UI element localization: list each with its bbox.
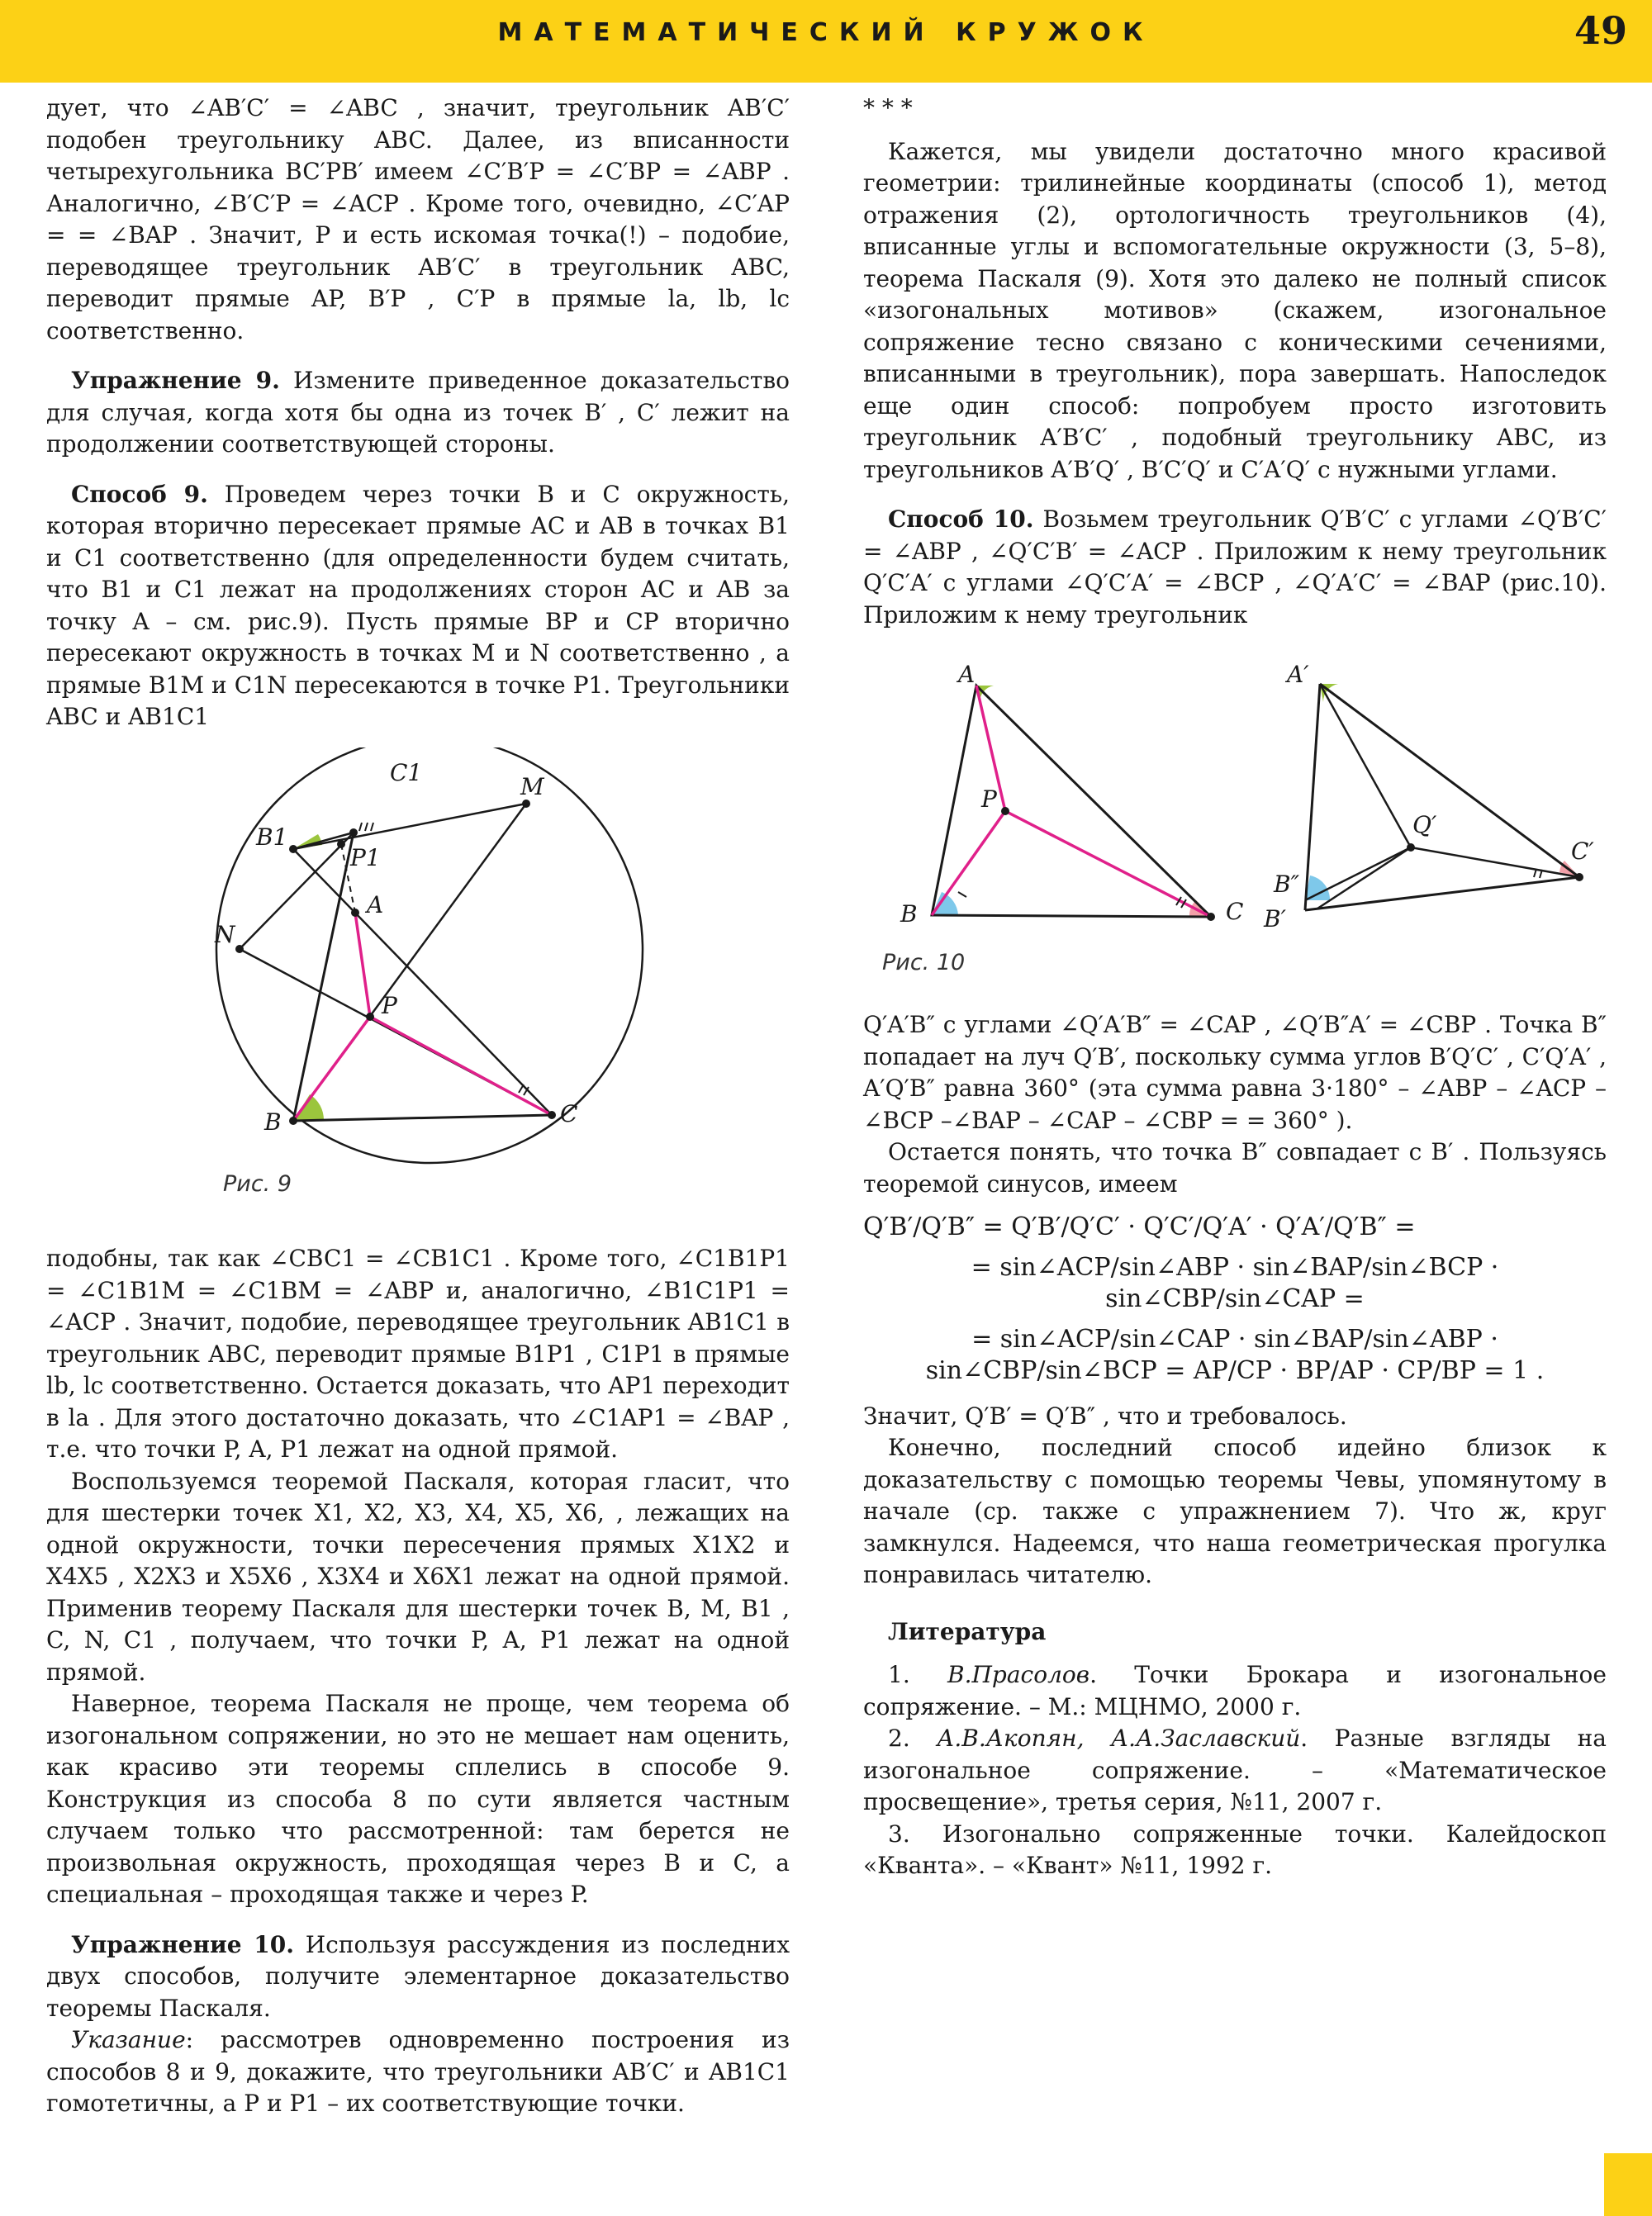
- method-10-title: Способ 10.: [888, 505, 1034, 533]
- left-paragraph-1: дует, что ∠AB′C′ = ∠ABC , значит, треугольник AB′C′ подобен треугольнику ABC. Далее, из вписанности четырехугольника BC′PB′ имеем ∠C′B′P = ∠C′BP = ∠ABP . Аналогично, ∠B′C′P = ∠ACP . Кроме того, очевидно, ∠C′AP = = ∠BAP . Значит, P и есть искомая точка(!) – подобие, переводящее треугольник AB′C′ в треугольник ABC, переводит прямые AP, B′P , C′P в прямые la, lb, lc соответственно.: [46, 94, 790, 344]
- segment-q-b2: [1305, 847, 1411, 900]
- angle-b2-blue: [1305, 875, 1330, 900]
- label-n: N: [215, 921, 235, 948]
- ref-1-author: В.Прасолов: [947, 1661, 1090, 1688]
- reference-2: [863, 1723, 1607, 1819]
- label-c2: C′: [1571, 838, 1594, 865]
- left-column: [46, 93, 790, 733]
- side-a2-c2: [1320, 684, 1579, 877]
- literature-title: Литература: [888, 1617, 1047, 1645]
- figure-9: [198, 747, 644, 1193]
- exercise-9-title: Упражнение 9.: [71, 367, 280, 394]
- ref-3-num: 3.: [888, 1820, 942, 1848]
- ref-1-num: 1.: [888, 1661, 948, 1688]
- method-9: [46, 479, 790, 733]
- triangle-abc: [932, 686, 1211, 917]
- segment-a2-q: [1320, 684, 1411, 847]
- right-paragraph-2: Q′A′B″ с углами ∠Q′A′B″ = ∠CAP , ∠Q′B″A′ = ∠CBP . Точка B″ попадает на луч Q′B′, поскольку сумма углов B′Q′C′ , C′Q′A′ , A′Q′B″ равна 360° (эта сумма равна 3·180° – ∠ABP – ∠ACP – ∠BCP –∠BAP – ∠CAP – ∠CBP = = 360° ).: [863, 1011, 1607, 1134]
- label-m: M: [520, 773, 544, 800]
- label-c1: C1: [390, 759, 423, 786]
- figure-10: [876, 652, 1619, 950]
- page-corner-tab: [1604, 2153, 1652, 2216]
- tick-b: [958, 892, 966, 897]
- formula-2: = sin∠ACP/sin∠ABP · sin∠BAP/sin∠BCP · sin∠CBP/sin∠CAP =: [971, 1252, 1499, 1313]
- segment-q-c2: [1411, 847, 1579, 877]
- method-10: [863, 504, 1607, 631]
- reference-1: [863, 1659, 1607, 1723]
- label-c: C: [560, 1100, 578, 1127]
- label-a: A: [958, 661, 976, 688]
- circle: [216, 747, 643, 1163]
- side-b2-c2: [1305, 877, 1579, 910]
- label-a: A: [367, 891, 384, 918]
- method-10-text: Возьмем треугольник Q′B′C′ с углами ∠Q′B′C′ = ∠ABP , ∠Q′C′B′ = ∠ACP . Приложим к нему треугольник Q′C′A′ с углами ∠Q′C′A′ = ∠BCP , ∠Q′A′C′ = ∠BAP (рис.10). Приложим к нему треугольник: [863, 505, 1607, 629]
- exercise-9: [46, 365, 790, 461]
- line-b1-c: [293, 849, 552, 1115]
- left-paragraph-2: подобны, так как ∠CBC1 = ∠CB1C1 . Кроме того, ∠C1B1P1 = ∠C1B1M = ∠C1BM = ∠ABP и, аналогично, ∠B1C1P1 = ∠ACP . Значит, подобие, переводящее треугольник AB1C1 в треугольник ABC, переводит прямые B1P1 , C1P1 в прямые lb, lc соответственно. Остается доказать, что AP1 переходит в la . Для этого достаточно доказать, что ∠C1AP1 = ∠BAP , т.е. что точки P, A, P1 лежат на одной прямой.: [46, 1245, 790, 1463]
- hint-text: : рассмотрев одновременно построения из способов 8 и 9, докажите, что треугольники AB′C′ и AB1C1 гомотетичны, а P и P1 – их соответствующие точки.: [46, 2026, 790, 2117]
- cevian-cp: [370, 1017, 552, 1115]
- cevian-cp: [1005, 811, 1211, 917]
- ref-1-text: . Точки Брокара и изогональное сопряжение. – М.: МЦНМО, 2000 г.: [863, 1661, 1607, 1720]
- label-p: P: [382, 992, 397, 1019]
- side-bc: [293, 1115, 552, 1121]
- method-9-title: Способ 9.: [71, 480, 208, 508]
- label-b3: B′: [1264, 905, 1286, 932]
- references: [863, 1659, 1607, 1882]
- hint-label: Указание: [71, 2026, 186, 2053]
- exercise-10-text: Используя рассуждения из последних двух способов, получите элементарное доказательство теоремы Паскаля.: [46, 1930, 790, 2022]
- stars: * * *: [863, 94, 913, 121]
- page-header: [0, 0, 1652, 83]
- ref-3-text: Изогонально сопряженные точки. Калейдоскоп «Кванта». – «Квант» №11, 1992 г.: [863, 1820, 1607, 1879]
- label-q: Q′: [1412, 811, 1437, 838]
- header-title: МАТЕМАТИЧЕСКИЙ КРУЖОК: [497, 18, 1155, 47]
- left-paragraph-4: Наверное, теорема Паскаля не проще, чем теорема об изогональном сопряжении, но это не мешает нам оценить, как красиво эти теоремы сплелись в способе 9. Конструкция из способа 8 по сути является частным случаем только что рассмотренной: там берется не произвольная окружность, проходящая через B и C, а специальная – проходящая также и через P.: [46, 1690, 790, 1908]
- exercise-10-title: Упражнение 10.: [71, 1930, 294, 1958]
- ref-2-author: А.В.Акопян, А.А.Заславский: [937, 1725, 1301, 1752]
- left-paragraph-3: Воспользуемся теоремой Паскаля, которая гласит, что для шестерки точек X1, X2, X3, X4, X5, X6, , лежащих на одной окружности, точки пересечения прямых X1X2 и X4X5 , X2X3 и X5X6 , X3X4 и X6X1 лежат на одной прямой. Применив теорему Паскаля для шестерки точек B, M, B1 , C, N, C1 , получаем, что точки P, A, P1 лежат на одной прямой.: [46, 1467, 790, 1686]
- label-b: B: [264, 1108, 282, 1136]
- right-paragraph-5: Конечно, последний способ идейно близок к доказательству с помощью теоремы Чевы, упомянутому в начале (ср. также с упражнением 7). Что ж, круг замкнулся. Надеемся, что наша геометрическая прогулка понравилась читателю.: [863, 1434, 1607, 1588]
- formula-1: Q′B′/Q′B″ = Q′B′/Q′C′ · Q′C′/Q′A′ · Q′A′/Q′B″ =: [863, 1212, 1416, 1241]
- tick-c1: [359, 823, 373, 831]
- page-number: 49: [1574, 8, 1627, 53]
- right-paragraph-1: Кажется, мы увидели достаточно много красивой геометрии: трилинейные координаты (способ 1), метод отражения (2), ортологичность треугольников (4), вписанные углы и вспомогательные окружности (3, 5–8), теорема Паскаля (9). Хотя это далеко не полный список «изогональных мотивов» (скажем, изогональное сопряжение тесно связано с коническими сечениями, вписанными в треугольник), пора завершать. Напоследок еще один способ: попробуем просто изготовить треугольник A′B′C′ , подобный треугольнику ABC, из треугольников A′B′Q′ , B′C′Q′ и C′A′Q′ с нужными углами.: [863, 137, 1607, 483]
- label-b1: B1: [256, 823, 288, 851]
- label-a2: A′: [1287, 661, 1309, 688]
- label-c: C: [1226, 898, 1244, 925]
- method-9-text: Проведем через точки B и C окружность, которая вторично пересекает прямые AC и AB в точках B1 и C1 соответственно (для определенности будем считать, что B1 и C1 лежат на продолжениях сторон AC и AB за точку A – см. рис.9). Пусть прямые BP и CP вторично пересекают окружность в точках M и N соответственно , а прямые B1M и C1N пересекаются в точке P1. Треугольники ABC и AB1C1: [46, 480, 790, 730]
- ref-2-text: . Разные взгляды на изогональное сопряжение. – «Математическое просвещение», третья серия, №11, 2007 г.: [863, 1725, 1607, 1815]
- line-b1-m: [293, 804, 526, 849]
- left-column-lower: [46, 1243, 790, 2120]
- formula-3: = sin∠ACP/sin∠CAP · sin∠BAP/sin∠ABP · sin∠CBP/sin∠BCP = AP/CP · BP/AP · CP/BP = 1 .: [925, 1324, 1545, 1385]
- ref-2-num: 2.: [888, 1725, 938, 1752]
- label-b: B: [900, 900, 918, 928]
- figure-10-caption: Рис. 10: [882, 950, 966, 975]
- right-column-lower: [863, 1009, 1607, 1882]
- exercise-9-text: Измените приведенное доказательство для случая, когда хотя бы одна из точек B′ , C′ лежит на продолжении соответствующей стороны.: [46, 367, 790, 458]
- exercise-10: [46, 1929, 790, 2025]
- label-p: P: [981, 785, 997, 813]
- reference-3: [863, 1819, 1607, 1882]
- label-p1: P1: [350, 844, 381, 871]
- figure-9-caption: Рис. 9: [223, 1171, 292, 1197]
- hint: [46, 2024, 790, 2120]
- label-b2: B″: [1274, 871, 1300, 898]
- right-paragraph-4: Значит, Q′B′ = Q′B″ , что и требовалось.: [863, 1402, 1347, 1430]
- right-paragraph-3: Остается понять, что точка B″ совпадает с B′ . Пользуясь теоремой синусов, имеем: [863, 1138, 1607, 1198]
- right-column: [863, 93, 1607, 631]
- cevian-ap: [355, 913, 370, 1017]
